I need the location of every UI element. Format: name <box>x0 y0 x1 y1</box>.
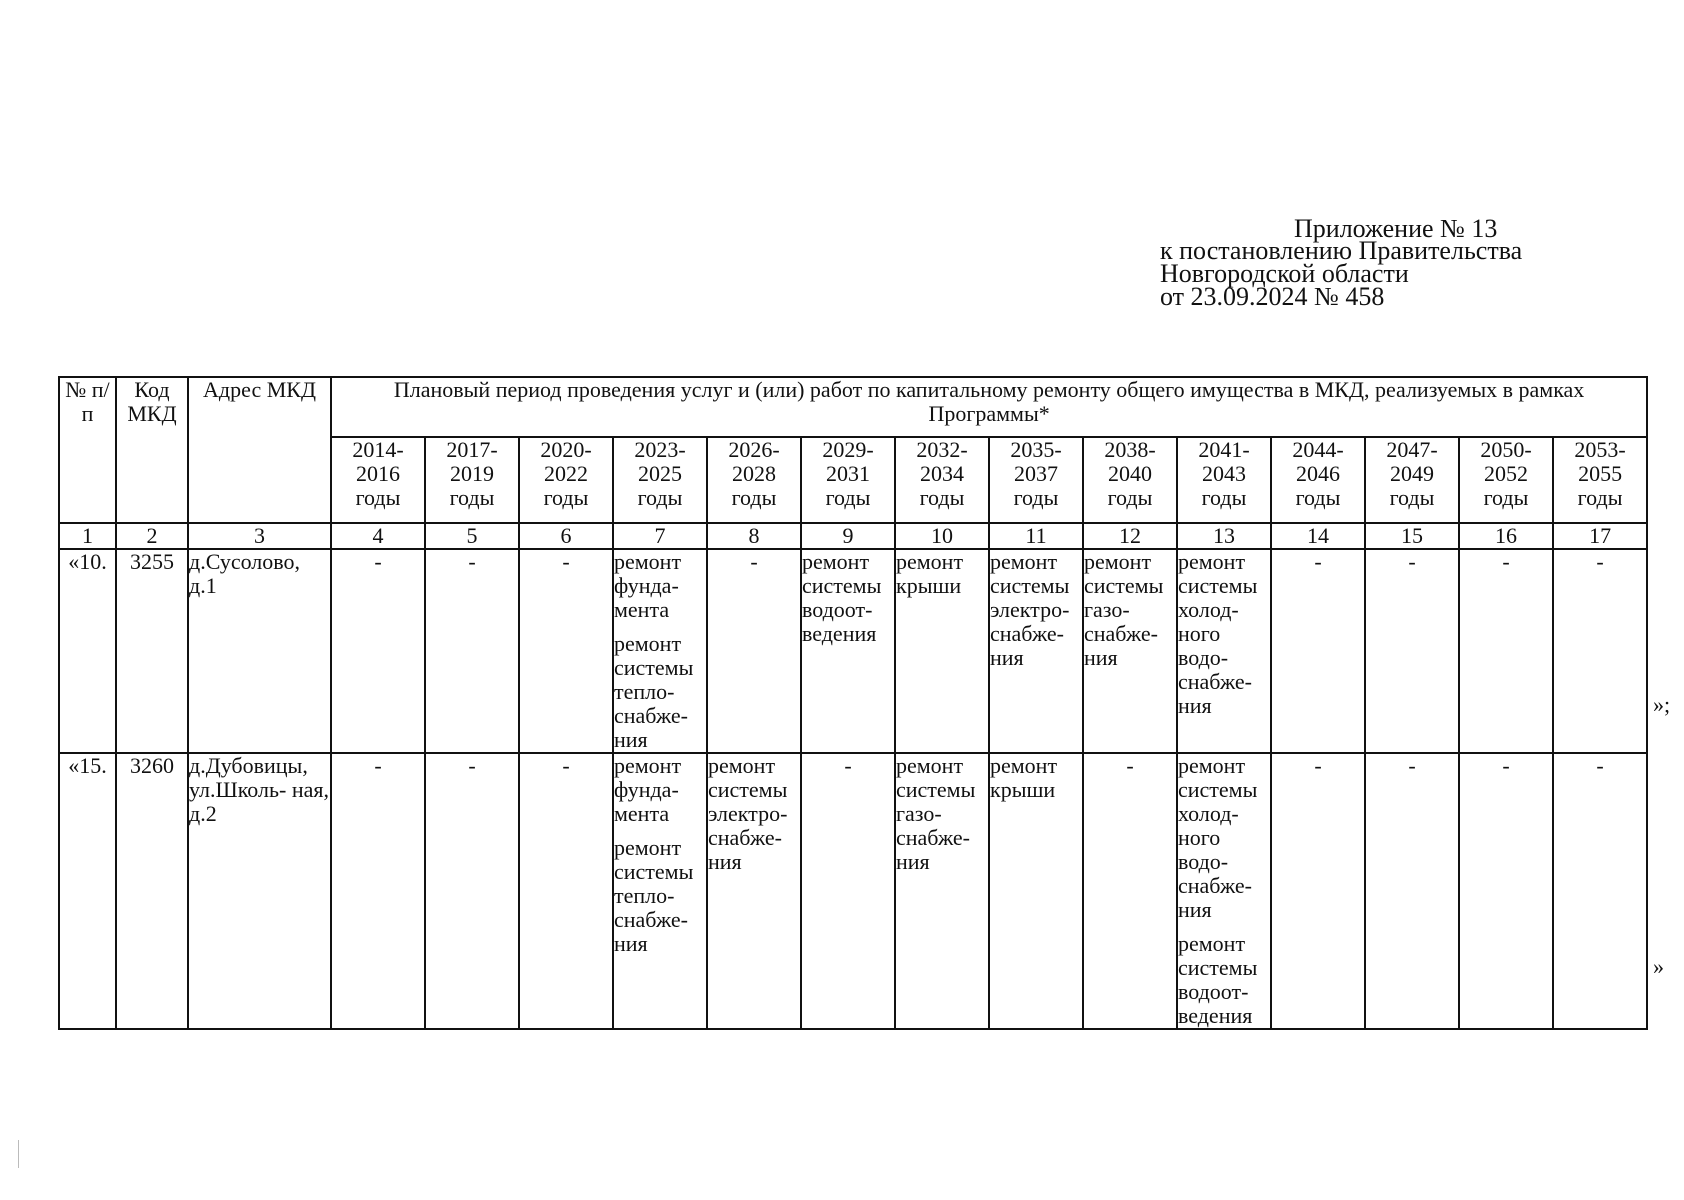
appendix-title: Приложение № 13 <box>1294 214 1498 243</box>
no-work-dash: - <box>1314 549 1322 574</box>
building-address: д.Дубовицы, ул.Школь- ная, д.2 <box>188 753 331 1029</box>
table-row <box>59 753 1647 1029</box>
work-cell-10 <box>895 549 989 753</box>
work-item: ремонт крыши <box>896 549 964 598</box>
work-cell-5 <box>425 753 519 1029</box>
work-item: ремонт системы тепло- снабже- ния <box>614 631 694 752</box>
capital-repair-table <box>58 376 1648 1030</box>
column-number-2: 2 <box>116 523 188 549</box>
header-year-14: 2053-2055 годы <box>1553 437 1647 523</box>
column-number-13: 13 <box>1177 523 1271 549</box>
work-item: ремонт системы холод- ного водо- снабже- ния <box>1178 753 1258 922</box>
no-work-dash: - <box>562 549 570 574</box>
header-year-2: 2017-2019 годы <box>425 437 519 523</box>
work-item: ремонт фунда- мента <box>614 753 682 826</box>
no-work-dash: - <box>1596 549 1604 574</box>
header-code: Код МКД <box>116 377 188 523</box>
work-item: ремонт системы водоот- ведения <box>802 549 882 646</box>
work-cell-5 <box>425 549 519 753</box>
no-work-dash: - <box>374 549 382 574</box>
no-work-dash: - <box>1314 753 1322 778</box>
scan-margin-mark <box>18 1140 19 1168</box>
no-work-dash: - <box>468 549 476 574</box>
column-number-3: 3 <box>188 523 331 549</box>
header-year-1: 2014-2016 годы <box>331 437 425 523</box>
column-number-10: 10 <box>895 523 989 549</box>
work-cell-17 <box>1553 549 1647 753</box>
header-row-top <box>59 377 1647 437</box>
building-code: 3255 <box>116 549 188 753</box>
column-number-16: 16 <box>1459 523 1553 549</box>
column-numbers-row <box>59 523 1647 549</box>
header-year-11: 2044-2046 годы <box>1271 437 1365 523</box>
work-cell-14 <box>1271 753 1365 1029</box>
work-cell-8 <box>707 753 801 1029</box>
work-item: ремонт системы водоот- ведения <box>1178 931 1258 1028</box>
header-year-13: 2050-2052 годы <box>1459 437 1553 523</box>
building-address: д.Сусолово, д.1 <box>188 549 331 753</box>
column-number-6: 6 <box>519 523 613 549</box>
no-work-dash: - <box>1408 549 1416 574</box>
appendix-line-date: от 23.09.2024 № 458 <box>1160 282 1385 311</box>
work-item: ремонт системы холод- ного водо- снабже- ния <box>1178 549 1258 718</box>
work-cell-15 <box>1365 549 1459 753</box>
column-number-8: 8 <box>707 523 801 549</box>
work-cell-15 <box>1365 753 1459 1029</box>
building-code: 3260 <box>116 753 188 1029</box>
column-number-9: 9 <box>801 523 895 549</box>
header-period: Плановый период проведения услуг и (или) работ по капитальному ремонту общего имущества в МКД, реализуемых в рамках Программы* <box>331 377 1647 437</box>
column-number-15: 15 <box>1365 523 1459 549</box>
header-year-10: 2041-2043 годы <box>1177 437 1271 523</box>
row-number: «15. <box>59 753 116 1029</box>
work-cell-7 <box>613 753 707 1029</box>
column-number-17: 17 <box>1553 523 1647 549</box>
header-num: № п/п <box>59 377 116 523</box>
no-work-dash: - <box>1596 753 1604 778</box>
column-number-4: 4 <box>331 523 425 549</box>
work-cell-13 <box>1177 753 1271 1029</box>
header-year-3: 2020-2022 годы <box>519 437 613 523</box>
no-work-dash: - <box>374 753 382 778</box>
no-work-dash: - <box>1502 753 1510 778</box>
table-row <box>59 549 1647 753</box>
no-work-dash: - <box>844 753 852 778</box>
work-cell-12 <box>1083 549 1177 753</box>
header-address: Адрес МКД <box>188 377 331 523</box>
work-cell-4 <box>331 753 425 1029</box>
header-year-7: 2032-2034 годы <box>895 437 989 523</box>
no-work-dash: - <box>750 549 758 574</box>
column-number-7: 7 <box>613 523 707 549</box>
no-work-dash: - <box>468 753 476 778</box>
work-cell-14 <box>1271 549 1365 753</box>
no-work-dash: - <box>562 753 570 778</box>
work-item: ремонт системы электро- снабже- ния <box>990 549 1070 670</box>
work-item: ремонт системы газо- снабже- ния <box>896 753 976 874</box>
column-number-12: 12 <box>1083 523 1177 549</box>
appendix-line-region: Новгородской области <box>1160 259 1409 288</box>
header-year-6: 2029-2031 годы <box>801 437 895 523</box>
work-cell-16 <box>1459 753 1553 1029</box>
work-cell-9 <box>801 753 895 1029</box>
header-year-4: 2023-2025 годы <box>613 437 707 523</box>
work-item: ремонт системы тепло- снабже- ния <box>614 835 694 956</box>
work-item: ремонт системы электро- снабже- ния <box>708 753 788 874</box>
work-cell-17 <box>1553 753 1647 1029</box>
work-cell-11 <box>989 549 1083 753</box>
work-cell-16 <box>1459 549 1553 753</box>
column-number-14: 14 <box>1271 523 1365 549</box>
work-cell-4 <box>331 549 425 753</box>
header-year-8: 2035-2037 годы <box>989 437 1083 523</box>
column-number-5: 5 <box>425 523 519 549</box>
row-number: «10. <box>59 549 116 753</box>
work-item: ремонт системы газо- снабже- ния <box>1084 549 1164 670</box>
no-work-dash: - <box>1502 549 1510 574</box>
appendix-line-resolution: к постановлению Правительства <box>1160 236 1523 265</box>
no-work-dash: - <box>1408 753 1416 778</box>
work-cell-13 <box>1177 549 1271 753</box>
header-year-9: 2038-2040 годы <box>1083 437 1177 523</box>
work-item: ремонт крыши <box>990 753 1058 802</box>
column-number-11: 11 <box>989 523 1083 549</box>
no-work-dash: - <box>1126 753 1134 778</box>
closing-quote-mark: » <box>1653 954 1664 979</box>
work-cell-6 <box>519 753 613 1029</box>
header-year-5: 2026-2028 годы <box>707 437 801 523</box>
work-cell-10 <box>895 753 989 1029</box>
column-number-1: 1 <box>59 523 116 549</box>
work-cell-6 <box>519 549 613 753</box>
work-cell-12 <box>1083 753 1177 1029</box>
header-year-12: 2047-2049 годы <box>1365 437 1459 523</box>
work-cell-9 <box>801 549 895 753</box>
work-item: ремонт фунда- мента <box>614 549 682 622</box>
work-cell-8 <box>707 549 801 753</box>
work-cell-7 <box>613 549 707 753</box>
closing-quote-mark: »; <box>1653 692 1671 717</box>
work-cell-11 <box>989 753 1083 1029</box>
